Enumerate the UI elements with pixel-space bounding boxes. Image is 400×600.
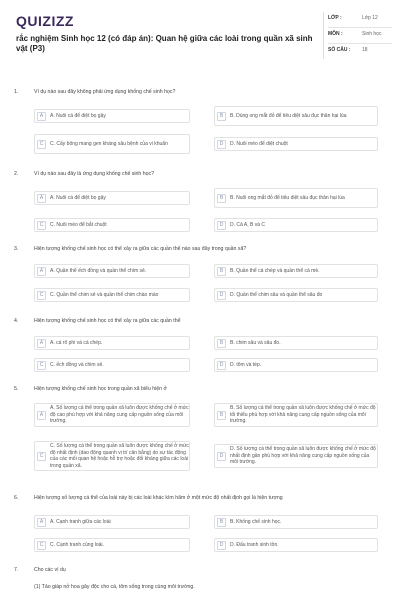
option-text: D. Cả A, B và C [230,221,266,228]
option-letter: A [37,112,46,121]
answer-option[interactable] [214,288,378,302]
option-text: D. Quần thể chim sâu và quần thể sâu đo [230,291,323,298]
option-text: C. ếch đồng và chim sẻ. [50,361,104,368]
answer-option[interactable] [214,106,378,126]
option-letter: D [217,541,226,550]
option-text: B. Dùng ong mắt đỏ để tiêu diệt sâu đục thân hại lúa [230,112,347,119]
answer-option[interactable] [34,336,190,350]
option-text: B. Khống chế sinh học. [230,518,282,525]
answer-option[interactable] [214,264,378,278]
answer-option[interactable] [34,134,190,154]
option-text: B. Số lượng cá thể trong quần xã luôn được khống chế ở mức độ tối thiểu phù hợp với khả năng cung cấp nguồn sống của môi trường. [230,405,376,425]
option-letter: B [217,112,226,121]
quizizz-logo: QUIZIZZ [16,13,74,29]
answer-option[interactable] [214,218,378,232]
option-text: C. Quần thể chim sẻ và quần thể chim chào mào [50,291,159,298]
answer-option[interactable] [34,288,190,302]
answer-option[interactable] [214,188,378,208]
answer-option[interactable] [34,218,190,232]
meta-key: SỐ CÂU : [328,47,351,53]
question-number: 6. [14,495,19,501]
option-text: D. Đấu tranh sinh tồn. [230,541,279,548]
question-number: 2. [14,171,19,177]
option-letter: B [217,411,226,420]
question-text: Ví dụ nào sau đây không phải ứng dụng khống chế sinh học? [34,89,176,95]
question-number: 7. [14,567,19,573]
question-text: Cho các ví dụ [34,567,66,573]
option-text: A. Số lượng cá thể trong quần xã luôn được khống chế ở mức độ cao phù hợp với khả năng cung cấp nguồn sống của môi trường. [50,405,189,425]
page-title: rắc nghiệm Sinh học 12 (có đáp án): Quan hệ giữa các loài trong quần xã sinh vật (P3) [16,34,313,53]
answer-option[interactable] [214,403,378,427]
option-text: B. Quần thể cá chép và quần thể cá mè. [230,267,320,274]
question-number: 4. [14,318,19,324]
question-text: Ví dụ nào sau đây là ứng dụng khống chế sinh học? [34,171,154,177]
answer-option[interactable] [34,538,190,552]
option-text: C. Cấy bông mang gen kháng sâu bệnh của vi khuẩn [50,140,168,147]
meta-value: 18 [362,47,368,53]
option-letter: B [217,339,226,348]
question-number: 3. [14,246,19,252]
question-text: Hiện tượng khống chế sinh học trong quần xã biểu hiện ở [34,386,167,392]
option-text: A. Cạnh tranh giữa các loài [50,518,111,525]
option-text: C. Số lượng cá thể trong quần xã luôn được khống chế ở mức độ nhất định (dao động quanh vị trí cân bằng) do sự tác động của các mối quan hệ hoặc hỗ trợ hoặc đối kháng giữa các loài trong quần xã. [50,443,189,469]
option-letter: C [37,291,46,300]
option-letter: D [217,452,226,461]
option-letter: C [37,140,46,149]
option-text: D. tôm và tép. [230,361,262,368]
meta-key: LỚP : [328,15,342,21]
option-letter: C [37,221,46,230]
meta-value: Sinh học [362,31,382,37]
option-letter: B [217,267,226,276]
option-text: A. Nuôi cá để diệt bọ gậy [50,194,106,201]
answer-option[interactable] [34,191,190,205]
question-text: Hiện tượng khống chế sinh học có thể xảy ra giữa các quần thể nào sau đây trong quần xã? [34,246,247,252]
meta-row-class [328,12,392,28]
option-text: D. Nuôi mèo để diệt chuột [230,140,288,147]
option-letter: C [37,541,46,550]
meta-row-count [328,44,392,59]
answer-option[interactable] [34,358,190,372]
answer-option[interactable] [34,109,190,123]
meta-value: Lớp 12 [362,15,378,21]
option-letter: A [37,339,46,348]
option-letter: D [217,221,226,230]
answer-option[interactable] [214,515,378,529]
option-letter: A [37,411,46,420]
answer-option[interactable] [34,515,190,529]
option-text: A. cá rô phi và cá chép. [50,339,103,346]
option-letter: D [217,140,226,149]
answer-option[interactable] [214,358,378,372]
option-letter: A [37,194,46,203]
meta-key: MÔN : [328,31,343,37]
question-number: 5. [14,386,19,392]
answer-option[interactable] [214,444,378,468]
option-text: C. Nuôi mèo để bắt chuột [50,221,107,228]
option-text: D. Số lượng cá thể trong quần xã luôn được khống chế ở mức độ nhất định gần phù hợp với khả năng cung cấp nguồn sống của môi trường. [230,446,376,466]
example-text: (1) Tảo giáp nở hoa gây độc cho cá, tôm sống trong cùng môi trường. [34,584,195,590]
option-letter: A [37,267,46,276]
option-letter: D [217,361,226,370]
option-letter: C [37,452,46,461]
question-text: Hiện tượng khống chế sinh học có thể xảy ra giữa các quần thể [34,318,181,324]
option-text: A. Quần thể ếch đồng và quần thể chim sẻ. [50,267,147,274]
option-letter: A [37,518,46,527]
answer-option[interactable] [34,264,190,278]
option-text: B. Nuôi ong mắt đỏ để tiêu diệt sâu đục thân hại lúa [230,194,345,201]
answer-option[interactable] [214,538,378,552]
option-text: C. Cạnh tranh cùng loài. [50,541,104,548]
option-letter: C [37,361,46,370]
option-letter: B [217,194,226,203]
answer-option[interactable] [34,441,190,471]
meta-row-subject [328,28,392,44]
question-number: 1. [14,89,19,95]
option-text: B. chim sâu và sâu đo. [230,339,281,346]
answer-option[interactable] [34,403,190,427]
option-letter: B [217,518,226,527]
answer-option[interactable] [214,137,378,151]
meta-panel [323,12,392,59]
question-text: Hiện tượng số lượng cá thể của loài này bị các loài khác kìm hãm ở một mức độ nhất định gọi là hiện tượng [34,495,283,501]
answer-option[interactable] [214,336,378,350]
option-text: A. Nuôi cá để diệt bọ gậy [50,112,106,119]
option-letter: D [217,291,226,300]
